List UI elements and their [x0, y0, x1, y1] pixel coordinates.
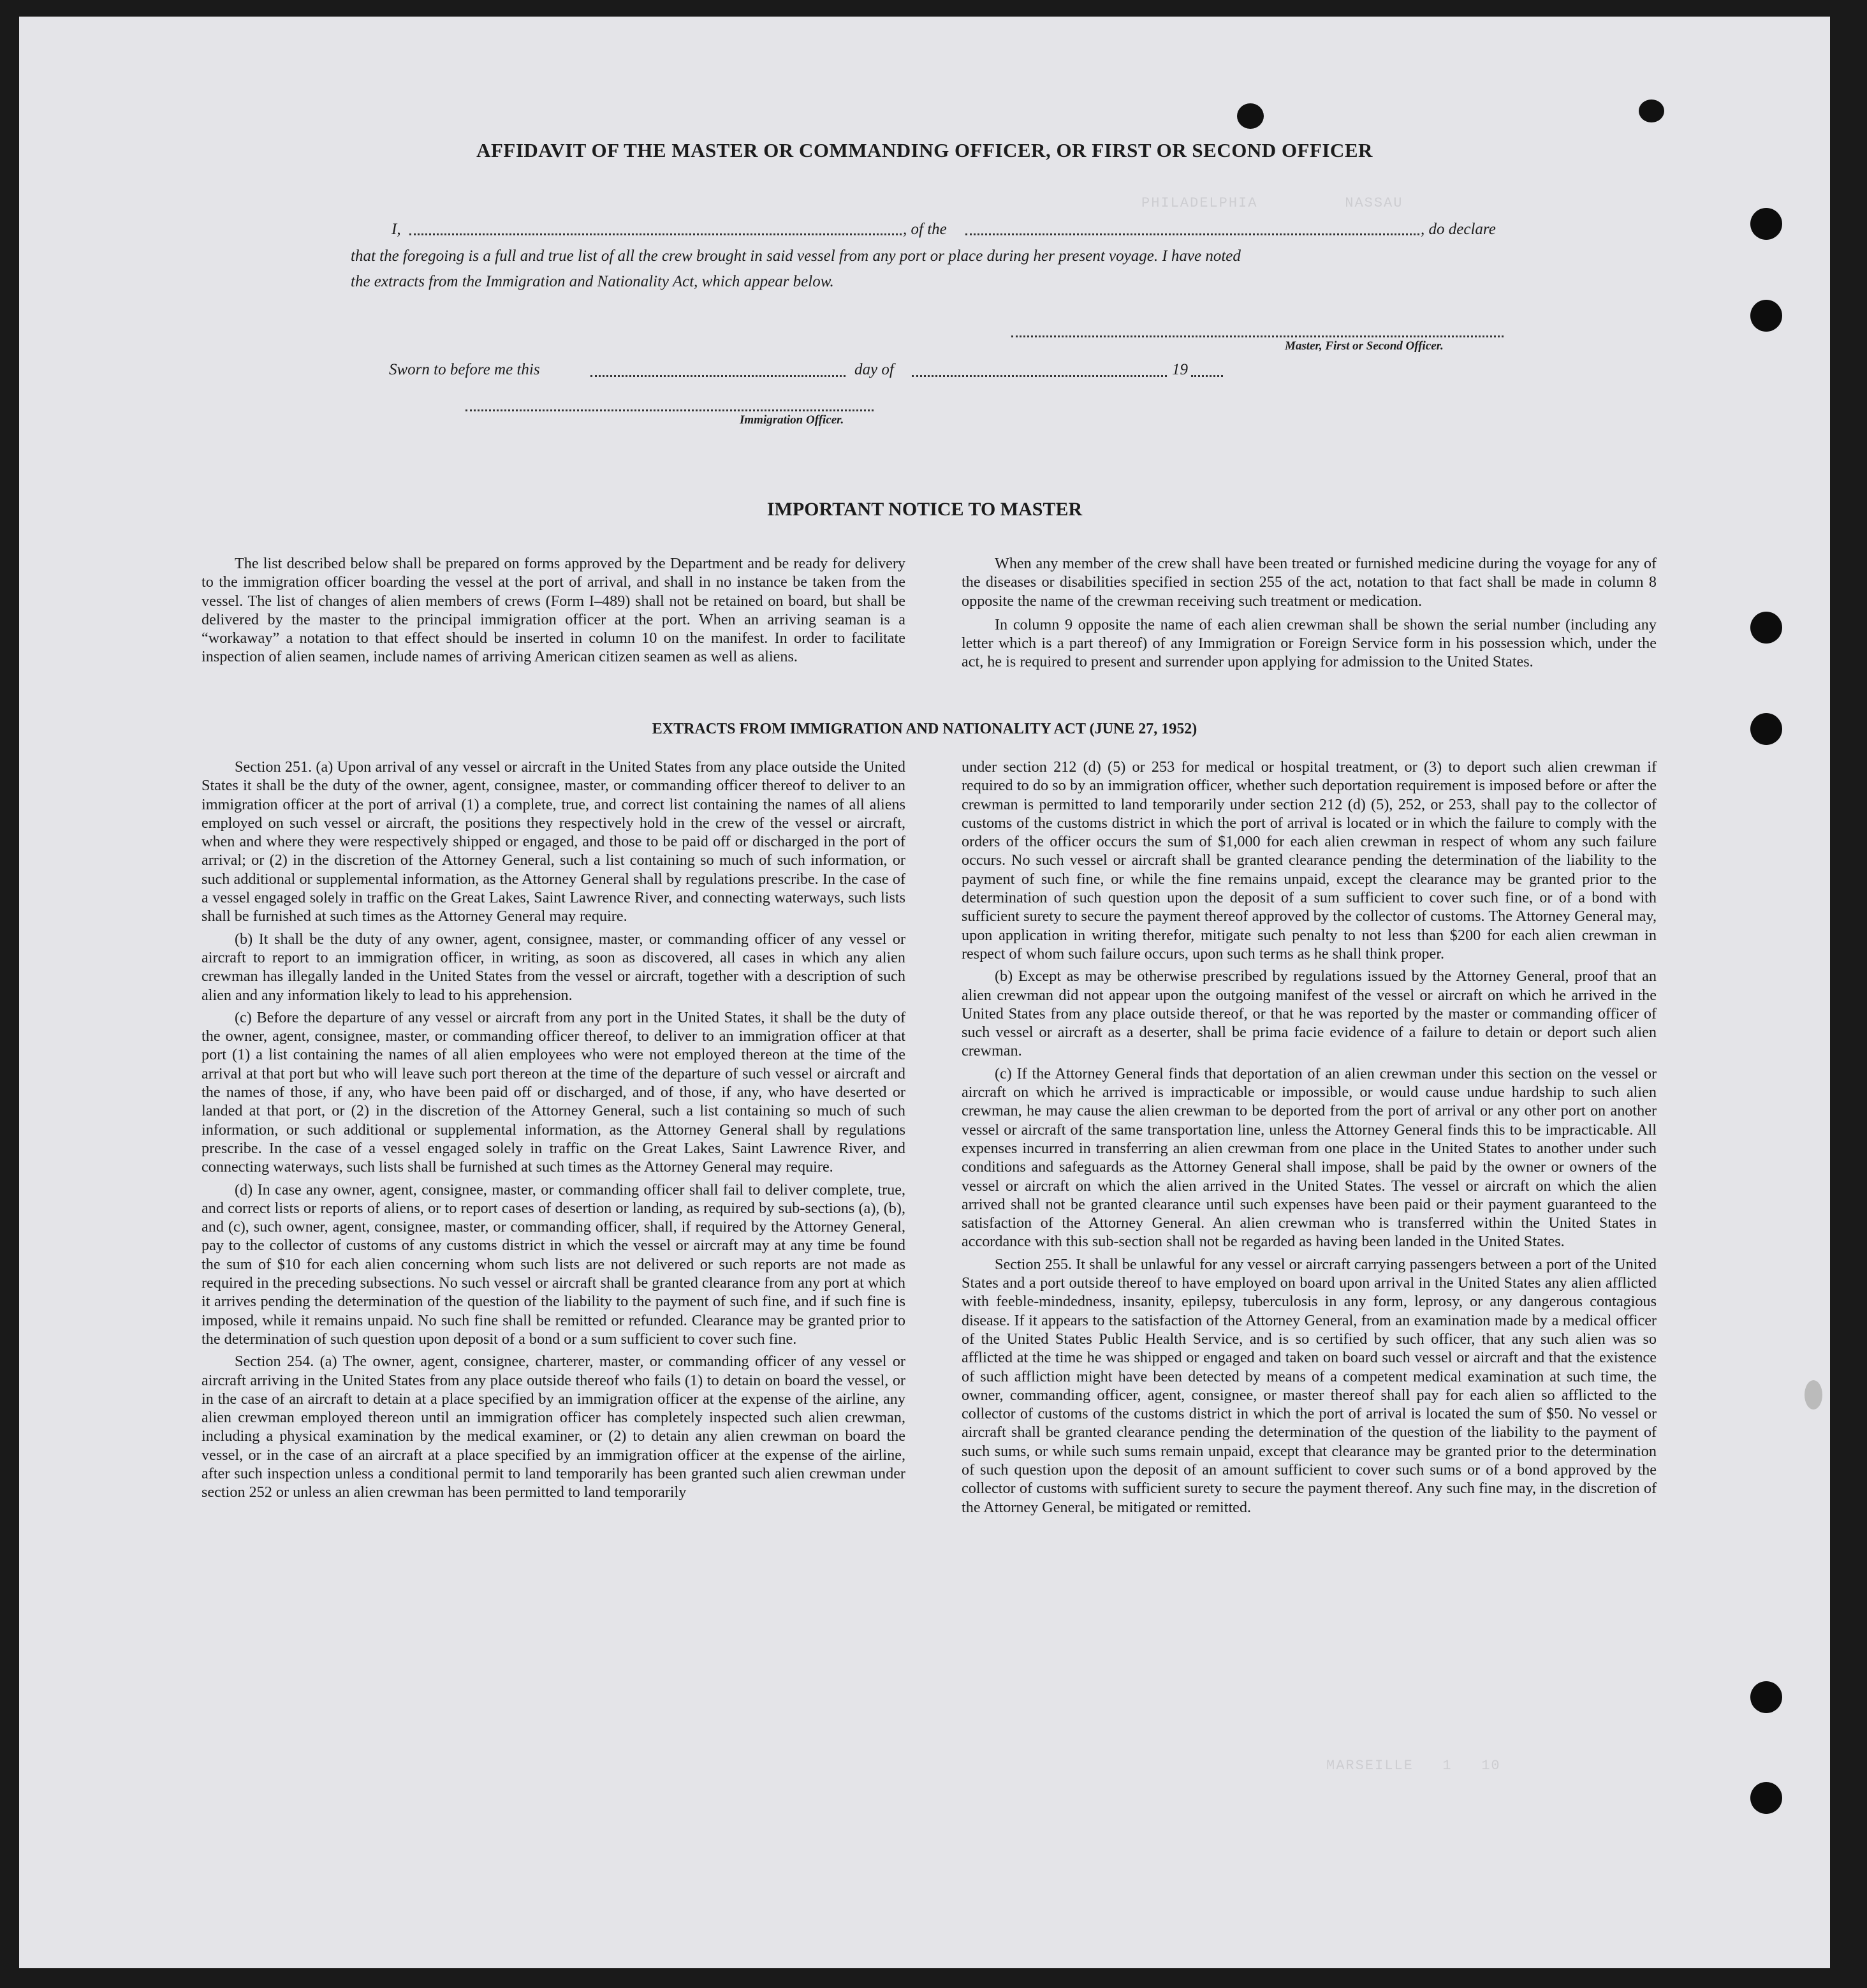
extracts-title: EXTRACTS FROM IMMIGRATION AND NATIONALITY ACT (JUNE 27, 1952): [652, 721, 1197, 737]
extract-paragraph: (c) Before the departure of any vessel or aircraft from any port in the United States, it shall be the duty of the owner, agent, consignee, master, or commanding officer thereof, to deliver to an immigration officer at that port (1) a list containing the names of all alien employees who were not employed thereon at the time of the arrival at that port but who will leave such port thereon at the time of the departure of such vessel or aircraft and the names of those, if any, who have been paid off or discharged, and of those, if any, who have deserted or landed at that port, or (2) in the discretion of the Attorney General, such a list containing so much of such information, or such additional or supplemental information, as the Attorney General shall by regulations prescribe. In the case of a vessel engaged solely in traffic on the Great Lakes, Saint Lawrence River, and connecting waterways, such lists shall be furnished at such times as the Attorney General may require.: [201, 1008, 905, 1176]
notice-paragraph: When any member of the crew shall have been treated or furnished medicine during the voyage for any of the diseases or disabilities specified in section 255 of the act, notation to that fact shall be made in column 8 opposite the name of the crewman receiving such treatment or medication.: [962, 555, 1657, 610]
sworn-day-field[interactable]: [590, 375, 846, 377]
ink-blot: [1237, 103, 1264, 129]
extract-paragraph: Section 254. (a) The owner, agent, consignee, charterer, master, or commanding officer of any vessel or aircraft arriving in the United States from any place outside thereof who fails (1) to detain on board the vessel, or in the case of an aircraft to detain at a place specified by an immigration officer at the expense of the airline, any alien crewman employed thereon until an immigration officer has completely inspected such alien crewman, including a physical examination by the medical examiner, or (2) to detain any alien crewman on board the vessel, or in the case of an aircraft at a place specified by an immigration officer at the expense of the airline, after such inspection unless a conditional permit to land temporarily has been granted such alien crewman under section 252 or unless an alien crewman has been permitted to land temporarily: [201, 1353, 905, 1501]
extract-paragraph: (d) In case any owner, agent, consignee, master, or commanding officer shall fail to deliver complete, true, and correct lists or reports of aliens, or to report cases of desertion or landing, as required by sub-sections (a), (b), and (c), such owner, agent, consignee, master, or commanding officer, shall, if required by the Attorney General, pay to the collector of customs of any customs district in which the vessel or aircraft may at any time be found the sum of $10 for each alien concerning whom such lists are not delivered or such reports are not made as required in the preceding subsections. No such vessel or aircraft shall be granted clearance from any port at which it arrives pending the determination of the question of the liability to the payment of such fine, and if such fine is imposed, while it remains unpaid. No such fine shall be remitted or refunded. Clearance may be granted prior to the determination of such question upon deposit of a bond or a sum sufficient to cover such fine.: [201, 1181, 905, 1348]
declaration-text-line1: that the foregoing is a full and true list of all the crew brought in said vessel from any port or place during her present voyage. I have noted: [351, 247, 1241, 265]
extracts-right-column: [962, 758, 1657, 1520]
extract-paragraph: under section 212 (d) (5) or 253 for medical or hospital treatment, or (3) to deport such alien crewman if required to do so by an immigration officer, whether such deportation requirement is imposed before or after the crewman is permitted to land temporarily under section 212 (d) (5), 252, or 253, shall pay to the collector of customs of the customs district in which the port of arrival is located or in which the failure to comply with the orders of the officer occurs the sum of $1,000 for each alien crewman in respect of whom any such failure occurs. No such vessel or aircraft shall be granted clearance pending the determination of the liability to the payment of such fine, or while the fine remains unpaid, except the clearance may be granted prior to the determination of such question upon the deposit of a sum sufficient to cover such fine, or of a bond with sufficient surety to secure the payment thereof approved by the collector of customs. The Attorney General may, upon application in writing therefor, mitigate such penalty to not less than $200 for each alien crewman in respect of whom such failure occurs, upon such terms as he shall think proper.: [962, 758, 1657, 962]
day-of-label: day of: [854, 361, 894, 378]
ink-blot: [1639, 99, 1664, 122]
declaration-text-line2: the extracts from the Immigration and Nationality Act, which appear below.: [351, 273, 834, 290]
punch-hole: [1750, 1782, 1782, 1814]
of-the-label: , of the: [903, 221, 947, 238]
master-signature-field[interactable]: [1011, 335, 1504, 337]
notice-title: IMPORTANT NOTICE TO MASTER: [766, 499, 1083, 520]
punch-hole: [1750, 300, 1782, 332]
extract-paragraph: (b) Except as may be otherwise prescribed by regulations issued by the Attorney General, proof that an alien crewman did not appear upon the outgoing manifest of the vessel or aircraft on which he arrived in the United States from any place outside thereof, or that he was reported by the master or commanding officer of such vessel or aircraft as a deserter, shall be prima facie evidence of a failure to detain or deport such alien crewman.: [962, 968, 1657, 1060]
notice-left-column: [201, 554, 905, 670]
i-label: I,: [392, 221, 401, 238]
punch-hole: [1750, 612, 1782, 644]
extracts-left-column: [201, 758, 905, 1506]
master-name-field[interactable]: [409, 233, 902, 235]
ink-blot: [1805, 1380, 1822, 1410]
sworn-month-field[interactable]: [912, 375, 1167, 377]
year-label: 19: [1172, 361, 1188, 378]
extract-paragraph: Section 255. It shall be unlawful for any vessel or aircraft carrying passengers between a port of the United States and a port outside thereof to have employed on board upon arrival in the United States any alien afflicted with feeble-mindedness, insanity, epilepsy, tuberculosis in any form, leprosy, or any dangerous contagious disease. If it appears to the satisfaction of the Attorney General, from an examination made by a medical officer of the United States Public Health Service, and is so certified by such officer, that any such alien was so afflicted at the time he was shipped or engaged and taken on board such vessel or aircraft and that the existence of such affliction might have been detected by means of a competent medical examination at such time, the owner, commanding officer, agent, consignee, or master thereof shall pay for each alien so afflicted to the collector of customs of the customs district in which the port of arrival is located the sum of $50. No vessel or aircraft shall be granted clearance pending the determination of the question of the liability to the payment of such sums, or while such sums remain unpaid, except that clearance may be granted prior to the determination of such question upon the deposit of an amount sufficient to cover such sums or of a bond approved by the collector of customs with sufficient surety to secure the payment thereof. Any such fine may, in the discretion of the Attorney General, be mitigated or remitted.: [962, 1255, 1657, 1516]
do-declare-label: , do declare: [1421, 221, 1496, 238]
extract-paragraph: (b) It shall be the duty of any owner, agent, consignee, master, or commanding officer of any vessel or aircraft to report to an immigration officer, in writing, as soon as discovered, all cases in which any alien crewman has illegally landed in the United States from the vessel or aircraft, together with a description of such alien and any information likely to lead to his apprehension.: [201, 930, 905, 1004]
punch-hole: [1750, 208, 1782, 240]
master-signature-caption: Master, First or Second Officer.: [1285, 339, 1444, 353]
document-page: [19, 17, 1830, 1968]
bleed-through-text: PHILADELPHIA NASSAU: [1141, 195, 1403, 211]
immigration-officer-signature-field[interactable]: [465, 409, 874, 411]
immigration-officer-caption: Immigration Officer.: [740, 413, 844, 427]
affidavit-title: AFFIDAVIT OF THE MASTER OR COMMANDING OFFICER, OR FIRST OR SECOND OFFICER: [476, 139, 1373, 161]
bleed-through-text: MARSEILLE 1 10: [1326, 1758, 1501, 1774]
sworn-year-field[interactable]: [1191, 375, 1223, 377]
extract-paragraph: Section 251. (a) Upon arrival of any vessel or aircraft in the United States from any place outside the United States it shall be the duty of the owner, agent, consignee, master, or commanding officer thereof to deliver to an immigration officer at the port of arrival (1) a complete, true, and correct list containing the names of all aliens employed on such vessel or aircraft, the positions they respectively hold in the crew of the vessel or aircraft, when and where they were respectively shipped or engaged, and those to be paid off or discharged in the port of arrival; or (2) in the discretion of the Attorney General, such a list containing so much of such information, or such additional or supplemental information, as the Attorney General shall by regulations prescribe. In the case of a vessel engaged solely in traffic on the Great Lakes, Saint Lawrence River, and connecting waterways, such lists shall be furnished at such times as the Attorney General may require.: [201, 758, 905, 925]
sworn-label: Sworn to before me this: [389, 361, 540, 378]
notice-right-column: [962, 554, 1657, 675]
notice-paragraph: In column 9 opposite the name of each alien crewman shall be shown the serial number (including any letter which is a part thereof) of any Immigration or Foreign Service form in his possession which, under the act, he is required to present and surrender upon applying for admission to the United States.: [962, 615, 1657, 671]
notice-paragraph: The list described below shall be prepared on forms approved by the Department and be ready for delivery to the immigration officer boarding the vessel at the port of arrival, and shall in no instance be taken from the vessel. The list of changes of alien members of crews (Form I–489) shall not be retained on board, but shall be delivered by the master to the principal immigration officer at the port. When an arriving seaman is a “workaway” a notation to that effect should be inserted in column 10 on the manifest. In order to facilitate inspection of alien seamen, include names of arriving American citizen seamen as well as aliens.: [201, 555, 905, 666]
punch-hole: [1750, 1681, 1782, 1713]
vessel-name-field[interactable]: [965, 233, 1419, 235]
extract-paragraph: (c) If the Attorney General finds that deportation of an alien crewman under this section on the vessel or aircraft on which he arrived is impracticable or impossible, or would cause undue hardship to such alien crewman, he may cause the alien crewman to be deported from the port of arrival or any other port on another vessel or aircraft of the same transportation line, unless the Attorney General finds this to be impracticable. All expenses incurred in transferring an alien crewman from one place in the United States to another under such conditions and safeguards as the Attorney General shall impose, shall be paid by the owner or owners of the vessel or aircraft on which the alien arrived in the United States. The vessel or aircraft on which the alien arrived shall not be granted clearance until such expenses have been paid or their payment guaranteed to the satisfaction of the Attorney General. An alien crewman who is transferred within the United States in accordance with this sub-section shall not be regarded as having been landed in the United States.: [962, 1064, 1657, 1251]
